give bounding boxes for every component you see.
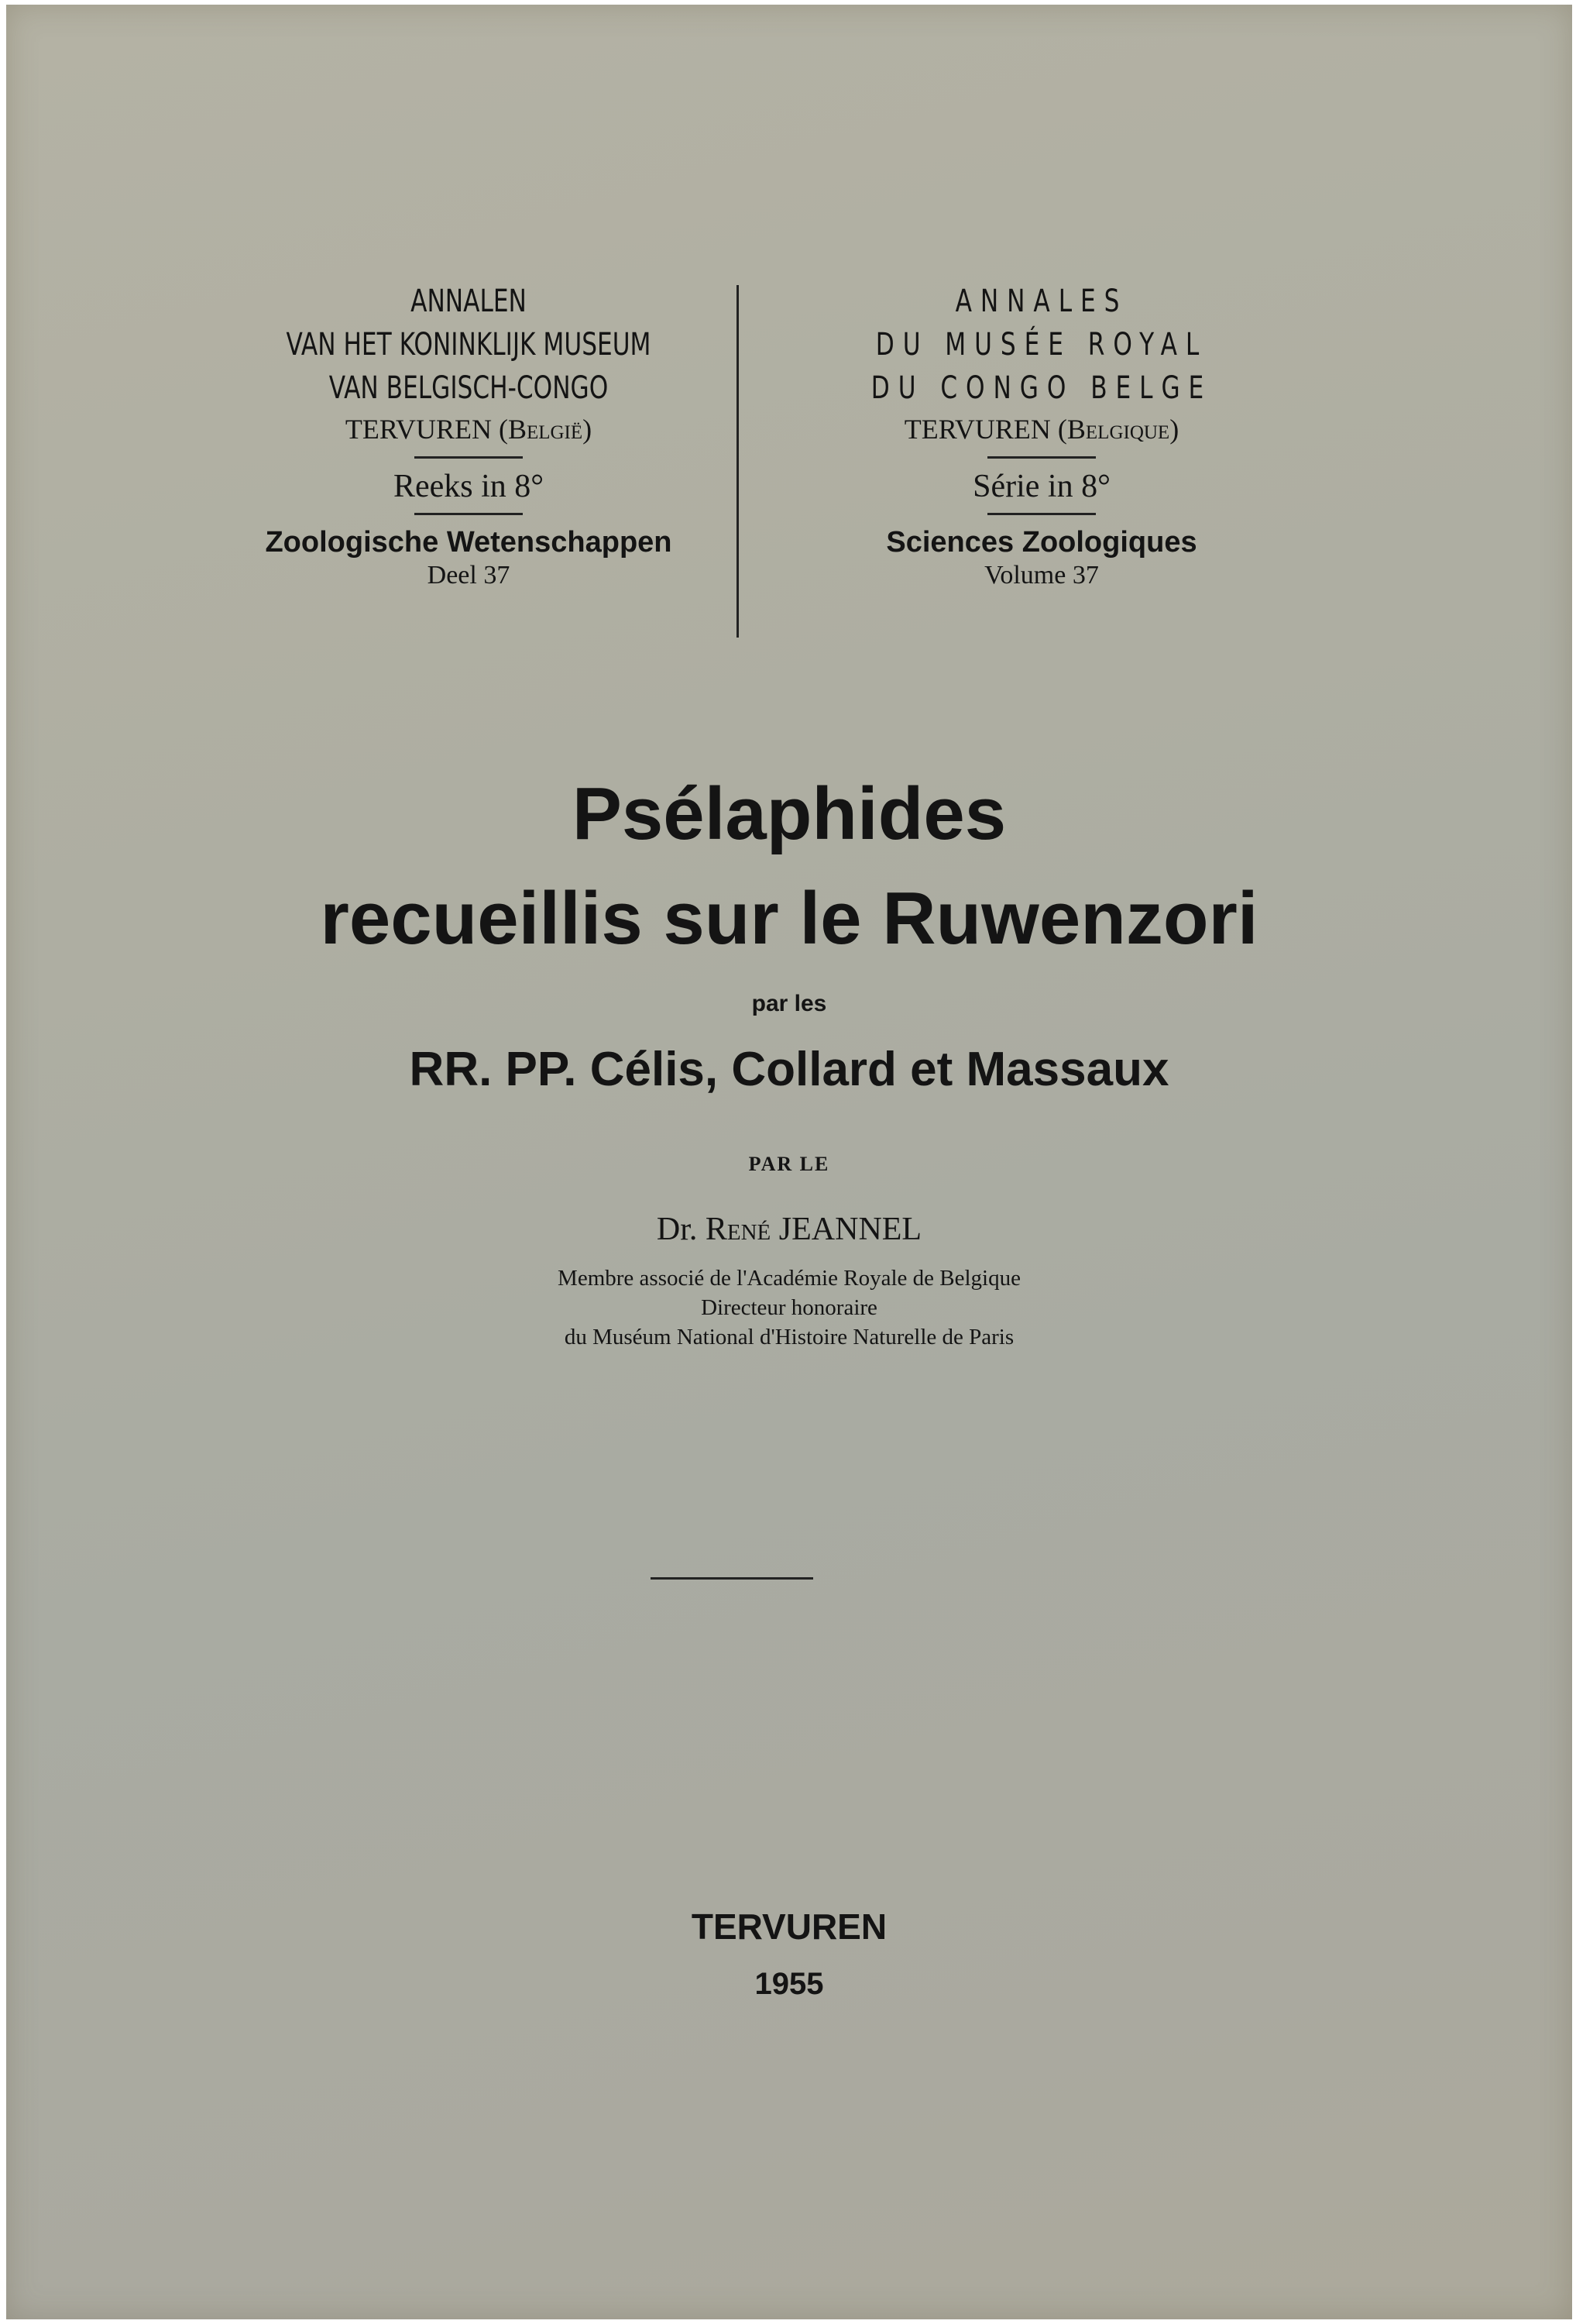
author-affiliation-3: du Muséum National d'Histoire Naturelle de Paris (564, 1325, 1015, 1349)
french-rule-2 (987, 513, 1096, 515)
flemish-annals-line: ANNALEN (410, 284, 527, 319)
flemish-rule-2 (414, 513, 523, 515)
collectors-line: RR. PP. Célis, Collard et Massaux (409, 1043, 1169, 1096)
flemish-header (197, 280, 740, 591)
author-last-name: JEANNEL (778, 1212, 922, 1247)
author-prefix: Dr. (656, 1212, 698, 1247)
title-line-2: recueillis sur le Ruwenzori (320, 877, 1258, 960)
center-rule (651, 1577, 813, 1580)
flemish-museum-line: VAN HET KONINKLIJK MUSEUM (286, 327, 651, 363)
author-first-name: René (705, 1212, 771, 1247)
french-volume: Volume 37 (984, 561, 1099, 590)
flemish-place (197, 410, 740, 449)
imprint-year: 1955 (754, 1967, 824, 2001)
french-series: Série in 8° (973, 469, 1111, 504)
french-section: Sciences Zoologiques (886, 526, 1197, 559)
french-rule-1 (987, 456, 1096, 459)
french-congo-line: DU CONGO BELGE (870, 370, 1213, 406)
author-affiliation-2: Directeur honoraire (701, 1295, 877, 1320)
french-annals-line: ANNALES (955, 284, 1128, 319)
par-le: PAR LE (748, 1153, 830, 1175)
flemish-country: (België) (498, 414, 592, 445)
flemish-city: TERVUREN (345, 414, 492, 445)
flemish-section: Zoologische Wetenschappen (265, 526, 672, 559)
author-name (6, 1209, 1572, 1250)
flemish-series: Reeks in 8° (393, 469, 544, 504)
french-museum-line: DU MUSÉE ROYAL (875, 327, 1208, 363)
book-cover (6, 5, 1572, 2319)
par-les: par les (751, 991, 827, 1016)
imprint-city: TERVUREN (691, 1906, 888, 1947)
french-header (771, 280, 1313, 591)
french-place (771, 410, 1313, 449)
author-affiliation-1: Membre associé de l'Académie Royale de Belgique (558, 1266, 1021, 1291)
flemish-congo-line: VAN BELGISCH-CONGO (328, 370, 609, 406)
french-country: (Belgique) (1057, 414, 1179, 445)
title-line-1: Psélaphides (572, 772, 1007, 855)
flemish-volume: Deel 37 (427, 561, 510, 590)
column-divider (736, 285, 739, 638)
french-city: TERVUREN (904, 414, 1051, 445)
flemish-rule-1 (414, 456, 523, 459)
